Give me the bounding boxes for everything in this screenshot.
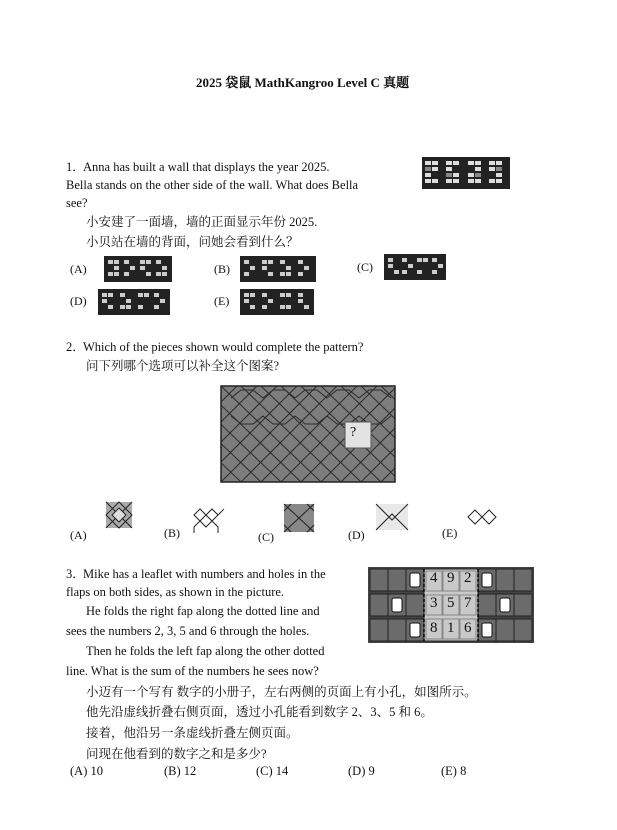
q3-grid-cell: 9 <box>447 570 455 586</box>
page-title: 2025 袋鼠 MathKangroo Level C 真题 <box>196 75 410 90</box>
q3-answer-d[interactable]: (D) 9 <box>348 764 375 778</box>
q3-text-en-5: Then he folds the left fap along the other dotted <box>86 644 325 658</box>
q2-option-c-label[interactable]: (C) <box>258 530 274 544</box>
q3-grid-cell: 2 <box>464 570 472 586</box>
wall-pattern <box>422 157 510 189</box>
q2-missing-mark: ? <box>350 425 357 440</box>
q3-grid-cell: 3 <box>430 595 438 611</box>
q3-text-zh-2: 他先沿虚线折叠右侧页面，透过小孔能看到数字 2、3、5 和 6。 <box>86 705 433 719</box>
q3-grid-cell: 6 <box>464 620 472 636</box>
q3-text-zh-1: 小迈有一个写有 数字的小册子，左右两侧的页面上有小孔，如图所示。 <box>86 685 477 699</box>
q1-option-a-image[interactable] <box>104 256 172 282</box>
q3-grid-cell: 4 <box>430 570 438 586</box>
q2-option-a-image[interactable] <box>102 500 136 534</box>
q3-text-en-3: He folds the right fap along the dotted line and <box>86 604 320 618</box>
q2-missing-box <box>345 422 371 448</box>
q1-option-e-label[interactable]: (E) <box>214 294 230 308</box>
q1-option-b-label[interactable]: (B) <box>214 262 230 276</box>
q2-option-d-label[interactable]: (D) <box>348 528 365 542</box>
q2-option-c-image[interactable] <box>283 503 315 533</box>
q3-grid-cell: 1 <box>447 620 455 636</box>
q1-option-d-label[interactable]: (D) <box>70 294 87 308</box>
q3-text-zh-3: 接着，他沿另一条虚线折叠左侧页面。 <box>86 726 299 740</box>
q1-option-e-image[interactable] <box>240 289 314 315</box>
q1-number: 1． <box>66 160 85 174</box>
q1-option-c-image[interactable] <box>384 254 446 280</box>
q1-text-en-2: Bella stands on the other side of the wall. What does Bella <box>66 178 359 192</box>
q2-text-zh: 问下列哪个选项可以补全这个图案? <box>86 359 280 373</box>
q2-option-b-image[interactable] <box>190 505 230 535</box>
q3-answer-c[interactable]: (C) 14 <box>256 764 289 778</box>
q2-option-d-image[interactable] <box>374 502 410 532</box>
q1-option-c-label[interactable]: (C) <box>357 260 373 274</box>
q2-option-b-label[interactable]: (B) <box>164 526 180 540</box>
q2-option-e-image[interactable] <box>466 506 500 528</box>
q3-answer-a[interactable]: (A) 10 <box>70 764 103 778</box>
q1-option-b-image[interactable] <box>240 256 316 282</box>
q1-text-zh-2: 小贝站在墙的背面，问她会看到什么？ <box>86 235 299 249</box>
q1-text-en-1: Anna has built a wall that displays the year 2025. <box>83 160 330 174</box>
q3-grid-cell: 5 <box>447 595 455 611</box>
q1-text-en-3: see? <box>66 196 88 210</box>
q3-grid-cell: 7 <box>464 595 472 611</box>
q3-answer-e[interactable]: (E) 8 <box>441 764 467 778</box>
q3-text-en-1: Mike has a leaflet with numbers and holes in the <box>83 567 326 581</box>
q2-number: 2． <box>66 340 85 354</box>
q1-wall-image <box>422 157 510 189</box>
q2-pattern-image <box>221 386 395 482</box>
q2-option-e-label[interactable]: (E) <box>442 526 458 540</box>
q3-text-zh-4: 问现在他看到的数字之和是多少? <box>86 747 267 761</box>
q1-option-a-label[interactable]: (A) <box>70 262 87 276</box>
q2-option-a-label[interactable]: (A) <box>70 528 87 542</box>
q1-text-zh-1: 小安建了一面墙，墙的正面显示年份 2025. <box>86 215 318 229</box>
q3-text-en-4: sees the numbers 2, 3, 5 and 6 through the holes. <box>66 624 310 638</box>
q3-number: 3． <box>66 567 85 581</box>
q1-option-d-image[interactable] <box>98 289 170 315</box>
q3-text-en-2: flaps on both sides, as shown in the picture. <box>66 585 285 599</box>
q3-text-en-6: line. What is the sum of the numbers he sees now? <box>66 664 319 678</box>
q3-grid-cell: 8 <box>430 620 438 636</box>
q2-text-en: Which of the pieces shown would complete the pattern? <box>83 340 364 354</box>
q3-answer-b[interactable]: (B) 12 <box>164 764 197 778</box>
